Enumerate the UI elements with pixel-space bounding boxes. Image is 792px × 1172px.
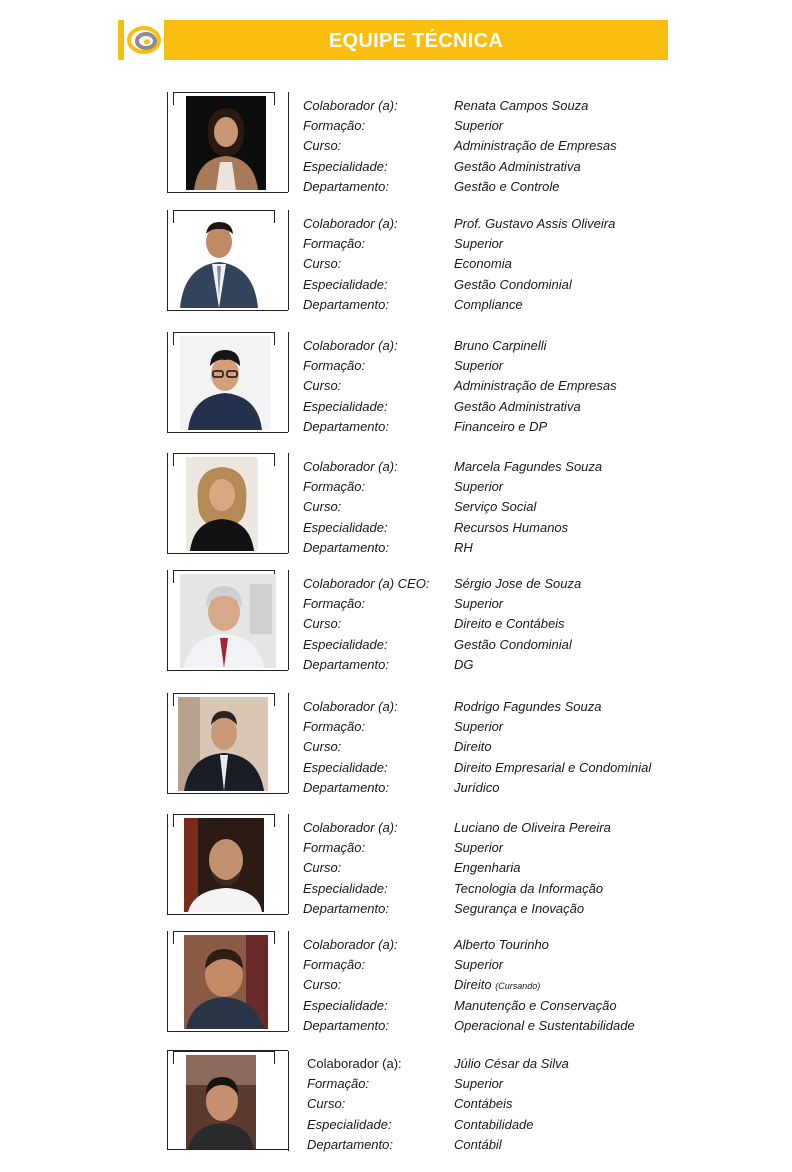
- label-departamento: Departamento:: [303, 539, 389, 555]
- member-curso: Engenharia: [454, 860, 521, 876]
- member-especialidade: Tecnologia da Informação: [454, 880, 604, 896]
- member-formacao: Superior: [454, 719, 504, 735]
- company-logo: [124, 20, 164, 60]
- label-especialidade: Especialidade:: [307, 1116, 392, 1132]
- field-labels: [303, 574, 429, 675]
- label-departamento: Departamento:: [303, 779, 389, 795]
- label-formacao: Formação:: [303, 479, 366, 495]
- member-photo: [180, 336, 270, 430]
- field-values: [454, 574, 581, 675]
- member-name: Alberto Tourinho: [454, 937, 549, 952]
- label-formacao: Formação:: [303, 719, 366, 735]
- member-name: Luciano de Oliveira Pereira: [454, 820, 611, 835]
- label-colaborador: Colaborador (a):: [303, 937, 398, 952]
- field-values: [454, 935, 635, 1036]
- label-colaborador: Colaborador (a):: [303, 459, 398, 474]
- label-departamento: Departamento:: [303, 900, 389, 916]
- label-especialidade: Especialidade:: [303, 880, 388, 896]
- field-values: [454, 457, 602, 558]
- member-curso: Direito e Contábeis: [454, 616, 565, 632]
- label-formacao: Formação:: [303, 957, 366, 973]
- label-colaborador: Colaborador (a):: [303, 699, 398, 714]
- member-photo: [176, 214, 262, 308]
- photo-frame: [167, 210, 288, 311]
- field-labels: [303, 457, 398, 558]
- label-curso: Curso:: [303, 138, 342, 154]
- photo-frame: [167, 453, 288, 554]
- member-formacao: Superior: [454, 1076, 504, 1092]
- member-formacao: Superior: [454, 596, 504, 612]
- member-name: Prof. Gustavo Assis Oliveira: [454, 216, 616, 231]
- member-departamento: Segurança e Inovação: [454, 900, 585, 916]
- label-especialidade: Especialidade:: [303, 759, 388, 775]
- member-formacao: Superior: [454, 479, 504, 495]
- label-formacao: Formação:: [303, 118, 366, 134]
- member-photo: [184, 935, 268, 1029]
- photo-frame: [167, 693, 288, 794]
- member-name: Bruno Carpinelli: [454, 338, 547, 353]
- member-formacao: Superior: [454, 840, 504, 856]
- member-name: Sérgio Jose de Souza: [454, 576, 582, 591]
- label-especialidade: Especialidade:: [303, 276, 388, 292]
- label-departamento: Departamento:: [303, 418, 389, 434]
- field-values: [454, 818, 611, 919]
- member-formacao: Superior: [454, 957, 504, 973]
- member-curso-line: [454, 975, 635, 995]
- label-departamento: Departamento:: [303, 656, 389, 672]
- label-colaborador: Colaborador (a):: [303, 338, 398, 353]
- label-curso: Curso:: [303, 256, 342, 272]
- member-curso: Direito: [454, 739, 492, 755]
- label-curso: Curso:: [307, 1096, 346, 1112]
- member-curso: Economia: [454, 256, 512, 272]
- field-values: [454, 1054, 569, 1155]
- label-colaborador: Colaborador (a):: [303, 820, 398, 835]
- member-curso: Administração de Empresas: [454, 378, 617, 394]
- member-especialidade: Gestão Condominial: [454, 636, 572, 652]
- field-labels: [303, 935, 398, 1036]
- member-especialidade: Recursos Humanos: [454, 519, 569, 535]
- field-values: [454, 697, 651, 798]
- member-departamento: Contábil: [454, 1136, 502, 1152]
- label-formacao: Formação:: [303, 236, 366, 252]
- label-colaborador-ceo: Colaborador (a) CEO:: [303, 576, 430, 591]
- photo-frame: [167, 570, 288, 671]
- member-curso: Administração de Empresas: [454, 138, 617, 154]
- member-curso: Serviço Social: [454, 499, 537, 515]
- member-especialidade: Manutenção e Conservação: [454, 997, 617, 1013]
- field-labels: [303, 336, 398, 437]
- field-labels: [303, 818, 398, 919]
- label-formacao: Formação:: [307, 1076, 370, 1092]
- label-formacao: Formação:: [303, 358, 366, 374]
- member-name: Rodrigo Fagundes Souza: [454, 699, 602, 714]
- label-curso: Curso:: [303, 860, 342, 876]
- photo-frame: [167, 814, 288, 915]
- label-formacao: Formação:: [303, 596, 366, 612]
- field-labels: [307, 1054, 402, 1155]
- label-especialidade: Especialidade:: [303, 519, 388, 535]
- label-departamento: Departamento:: [307, 1136, 393, 1152]
- member-departamento: Jurídico: [454, 779, 500, 795]
- member-departamento: Financeiro e DP: [454, 418, 548, 434]
- label-colaborador: Colaborador (a):: [303, 216, 398, 231]
- member-photo: [184, 818, 264, 912]
- member-curso-note: (Cursando): [495, 981, 541, 992]
- member-especialidade: Gestão Condominial: [454, 276, 572, 292]
- label-curso: Curso:: [303, 977, 342, 993]
- field-labels: [303, 96, 398, 197]
- label-especialidade: Especialidade:: [303, 398, 388, 414]
- member-departamento: Operacional e Sustentabilidade: [454, 1017, 635, 1033]
- page-title: EQUIPE TÉCNICA: [328, 30, 504, 52]
- member-especialidade: Direito Empresarial e Condominial: [454, 759, 652, 775]
- member-photo: [186, 457, 258, 551]
- label-colaborador: Colaborador (a):: [303, 98, 398, 113]
- member-curso: Contábeis: [454, 1096, 513, 1112]
- member-departamento: RH: [454, 539, 473, 555]
- logo-swirl-icon: [127, 25, 161, 55]
- label-curso: Curso:: [303, 739, 342, 755]
- label-especialidade: Especialidade:: [303, 636, 388, 652]
- label-colaborador: Colaborador (a):: [307, 1056, 402, 1071]
- member-especialidade: Gestão Administrativa: [454, 158, 581, 174]
- member-formacao: Superior: [454, 236, 504, 252]
- member-name: Júlio César da Silva: [454, 1056, 569, 1071]
- member-especialidade: Gestão Administrativa: [454, 398, 581, 414]
- label-curso: Curso:: [303, 378, 342, 394]
- field-values: [454, 336, 617, 437]
- member-photo: [180, 574, 276, 668]
- page-header: [118, 20, 668, 60]
- label-especialidade: Especialidade:: [303, 158, 388, 174]
- member-formacao: Superior: [454, 358, 504, 374]
- photo-frame: [167, 332, 288, 433]
- field-labels: [303, 697, 398, 798]
- photo-frame: [167, 92, 288, 193]
- field-labels: [303, 214, 398, 315]
- photo-frame: [167, 1050, 288, 1150]
- member-photo: [186, 96, 266, 190]
- label-departamento: Departamento:: [303, 296, 389, 312]
- label-departamento: Departamento:: [303, 178, 389, 194]
- member-name: Renata Campos Souza: [454, 98, 589, 113]
- label-curso: Curso:: [303, 499, 342, 515]
- label-especialidade: Especialidade:: [303, 997, 388, 1013]
- member-curso: Direito: [454, 977, 492, 993]
- member-name: Marcela Fagundes Souza: [454, 459, 603, 474]
- member-photo: [186, 1055, 256, 1149]
- field-values: [454, 96, 617, 197]
- label-formacao: Formação:: [303, 840, 366, 856]
- field-values: [454, 214, 615, 315]
- label-curso: Curso:: [303, 616, 342, 632]
- label-departamento: Departamento:: [303, 1017, 389, 1033]
- member-formacao: Superior: [454, 118, 504, 134]
- member-especialidade: Contabilidade: [454, 1116, 534, 1132]
- member-departamento: Compliance: [454, 296, 523, 312]
- photo-frame: [167, 931, 288, 1032]
- member-departamento: DG: [454, 656, 474, 672]
- member-departamento: Gestão e Controle: [454, 178, 560, 194]
- member-photo: [178, 697, 268, 791]
